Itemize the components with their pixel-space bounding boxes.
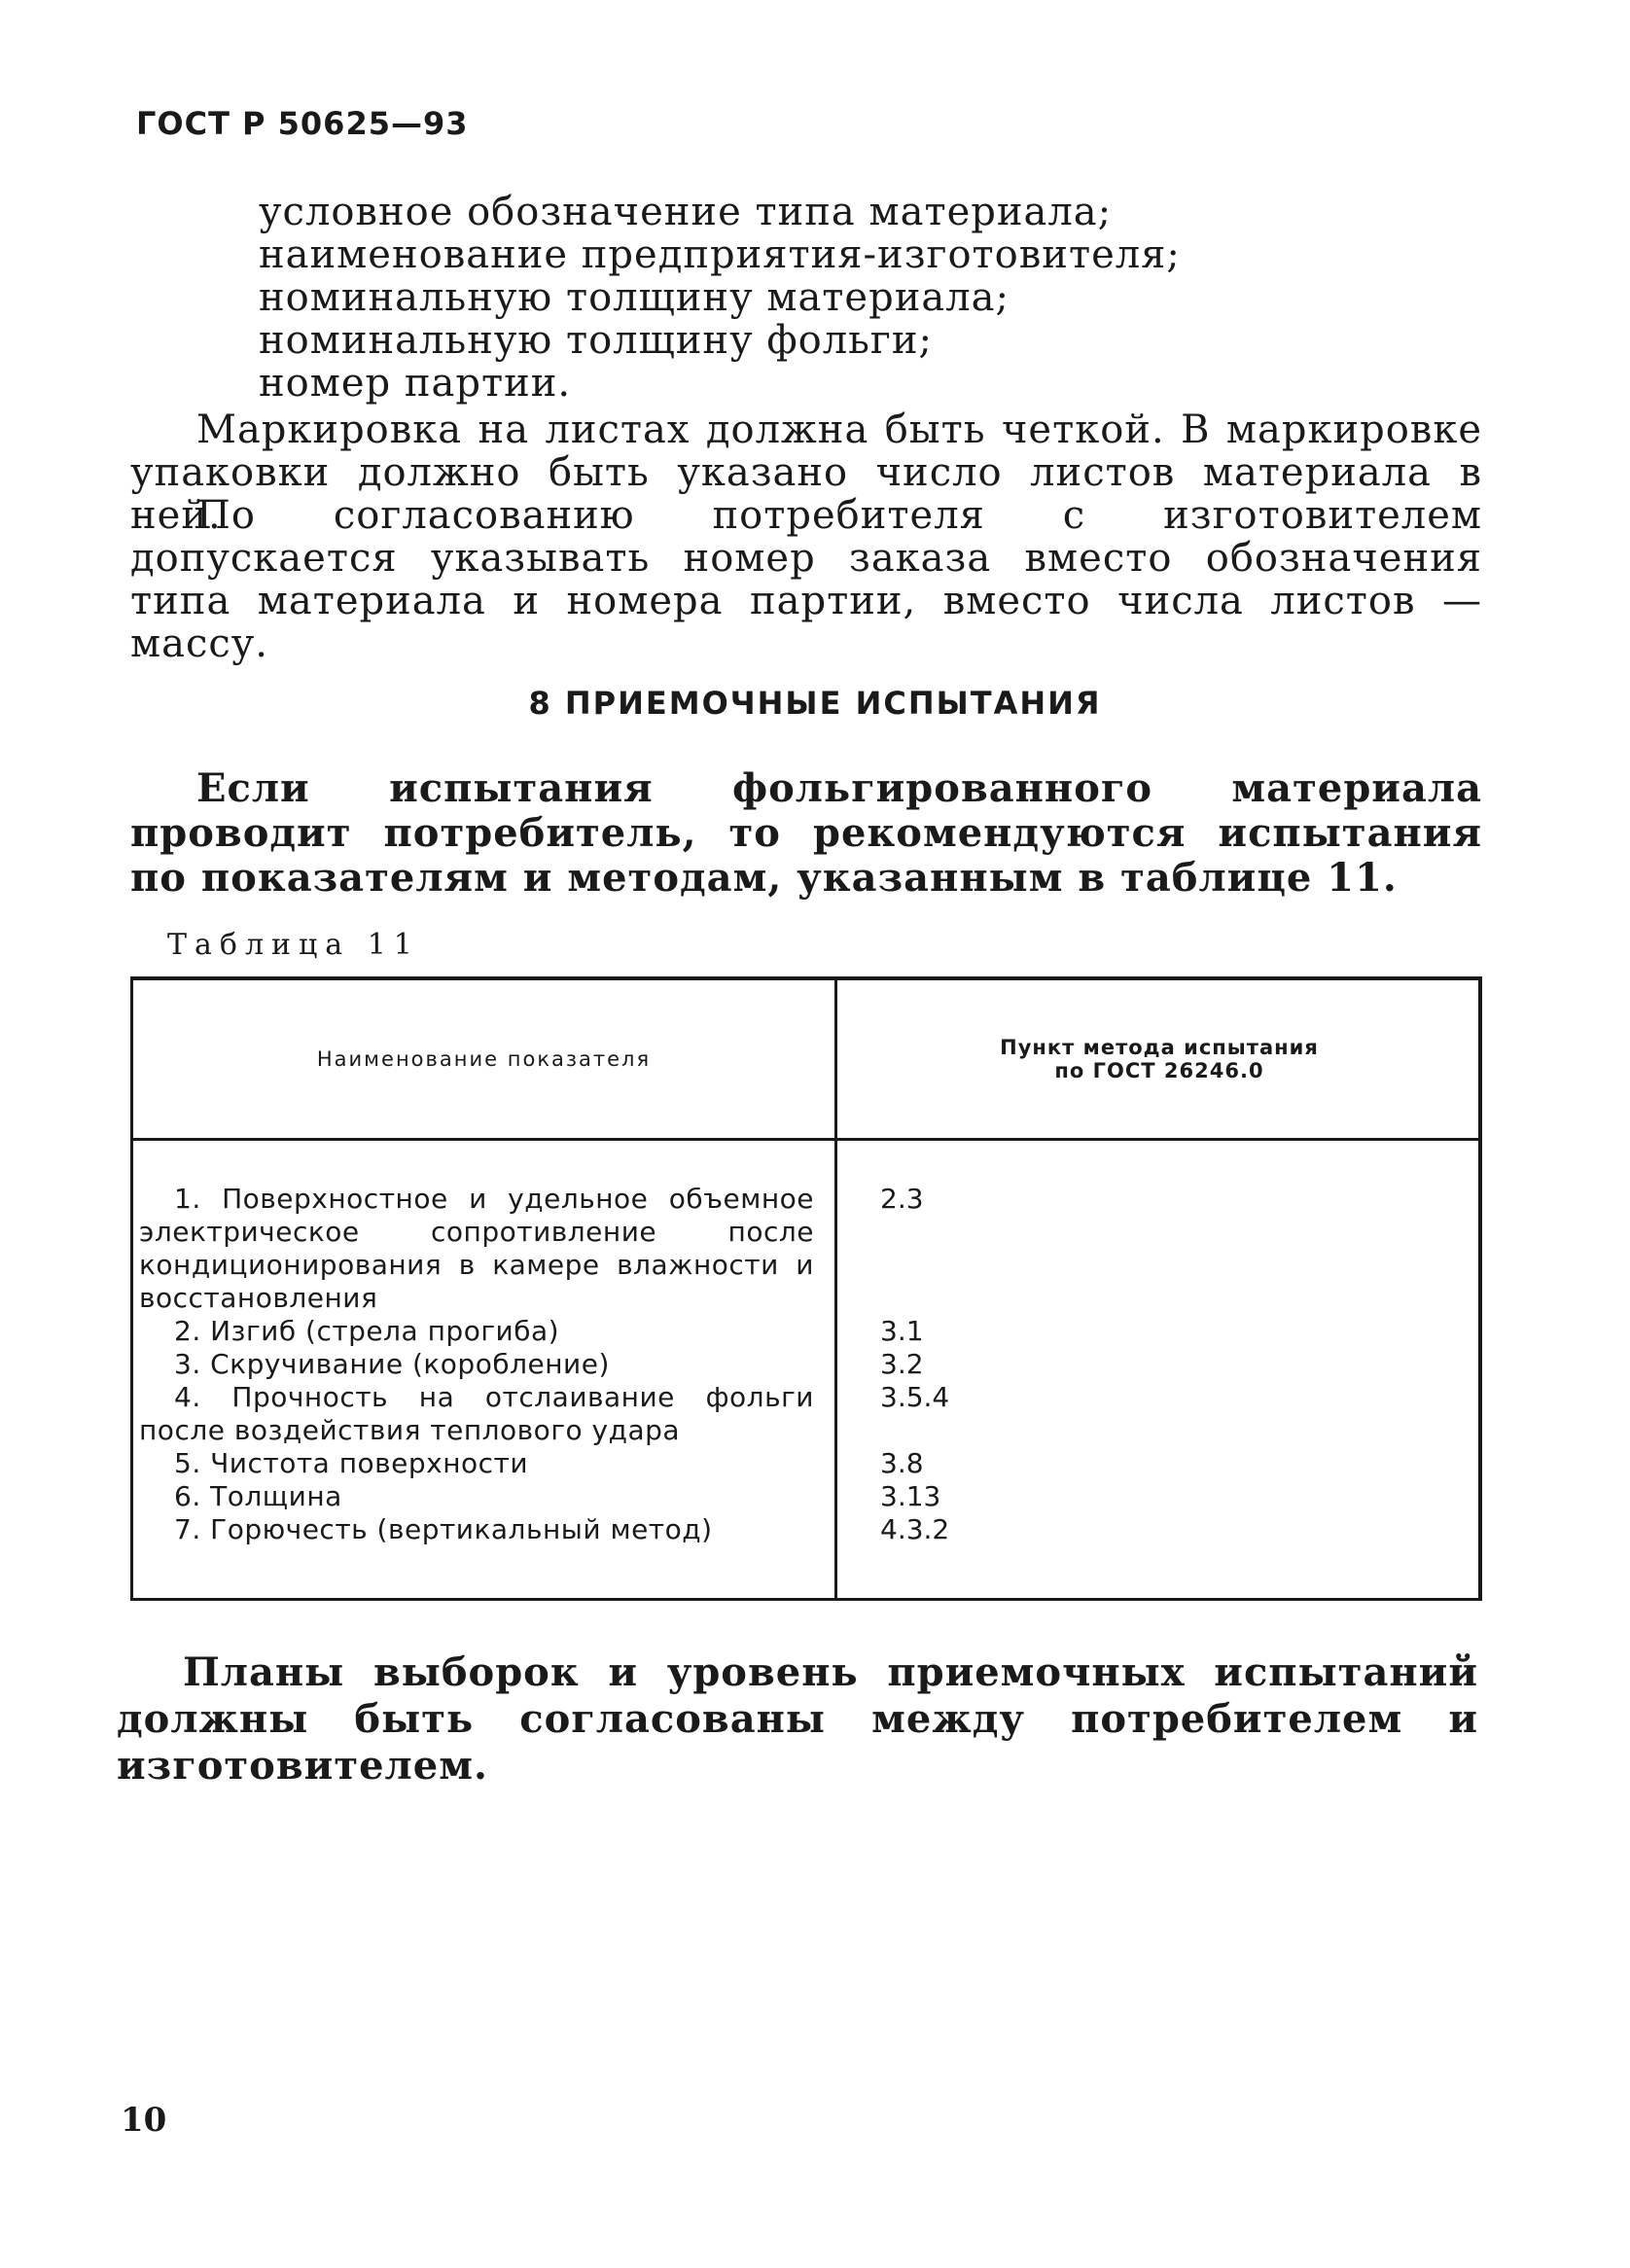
table-row — [133, 1381, 1481, 1447]
table-caption: Таблица 11 — [167, 928, 420, 962]
table-row — [133, 1183, 1481, 1315]
indicator-name: 5. Чистота поверхности — [174, 1447, 529, 1479]
test-clause: 3.8 — [880, 1447, 924, 1479]
indicator-name: 1. Поверхностное и удельное объемное электрическое сопротивление после кондиционирования в камере влажности и восстановления — [139, 1183, 814, 1314]
section-title: 8 ПРИЕМОЧНЫЕ ИСПЫТАНИЯ — [528, 685, 1102, 722]
table-row — [133, 1447, 1481, 1480]
indicator-name: 4. Прочность на отслаивание фольги после воздействия теплового удара — [139, 1381, 814, 1446]
list-item: номер партии. — [259, 361, 572, 406]
table-row — [133, 1480, 1481, 1513]
section-intro: Если испытания фольгированного материала проводит потребитель, то рекомендуются испытания по показателям и методам, указанным в таблице 11. — [130, 765, 1482, 901]
list-item: условное обозначение типа материала; — [259, 190, 1113, 234]
indicator-name: 6. Толщина — [174, 1480, 342, 1512]
column-header-test-clause-line1: Пункт метода испытания — [1000, 1036, 1319, 1059]
column-header-indicator-label: Наименование показателя — [316, 1047, 652, 1071]
test-clause: 3.13 — [880, 1480, 941, 1512]
table-row — [133, 1513, 1481, 1546]
document-code: ГОСТ Р 50625—93 — [136, 105, 469, 142]
table-body — [133, 1183, 1481, 1546]
test-clause: 3.2 — [880, 1348, 924, 1380]
test-clause: 2.3 — [880, 1183, 924, 1215]
paragraph-agreement: По согласованию потребителя с изготовителем допускается указывать номер заказа вместо обозначения типа материала и номера партии, вместо числа листов — массу. — [130, 493, 1482, 666]
table-row — [133, 1348, 1481, 1381]
list-item: наименование предприятия-изготовителя; — [259, 232, 1181, 277]
list-item: номинальную толщину фольги; — [259, 318, 933, 363]
indicator-name: 7. Горючесть (вертикальный метод) — [174, 1513, 713, 1545]
indicator-name: 2. Изгиб (стрела прогиба) — [174, 1315, 560, 1347]
marking-list — [259, 191, 1523, 405]
indicator-name: 3. Скручивание (коробление) — [174, 1348, 610, 1380]
table-row — [133, 1315, 1481, 1348]
list-item: номинальную толщину материала; — [259, 275, 1010, 320]
column-header-test-clause — [837, 980, 1481, 1138]
test-methods-table — [130, 976, 1482, 1601]
test-clause: 4.3.2 — [880, 1513, 950, 1545]
page-number: 10 — [121, 2101, 167, 2140]
column-header-test-clause-line2: по ГОСТ 26246.0 — [1054, 1059, 1264, 1082]
test-clause: 3.1 — [880, 1315, 924, 1347]
test-clause: 3.5.4 — [880, 1381, 950, 1413]
paragraph-marking-clarity: Маркировка на листах должна быть четкой. В маркировке упаковки должно быть указано число листов материала в ней. — [130, 408, 1482, 538]
column-header-indicator — [133, 980, 834, 1138]
header-divider — [133, 1138, 1478, 1141]
closing-paragraph: Планы выборок и уровень приемочных испытаний должны быть согласованы между потребителем и изготовителем. — [117, 1649, 1478, 1789]
